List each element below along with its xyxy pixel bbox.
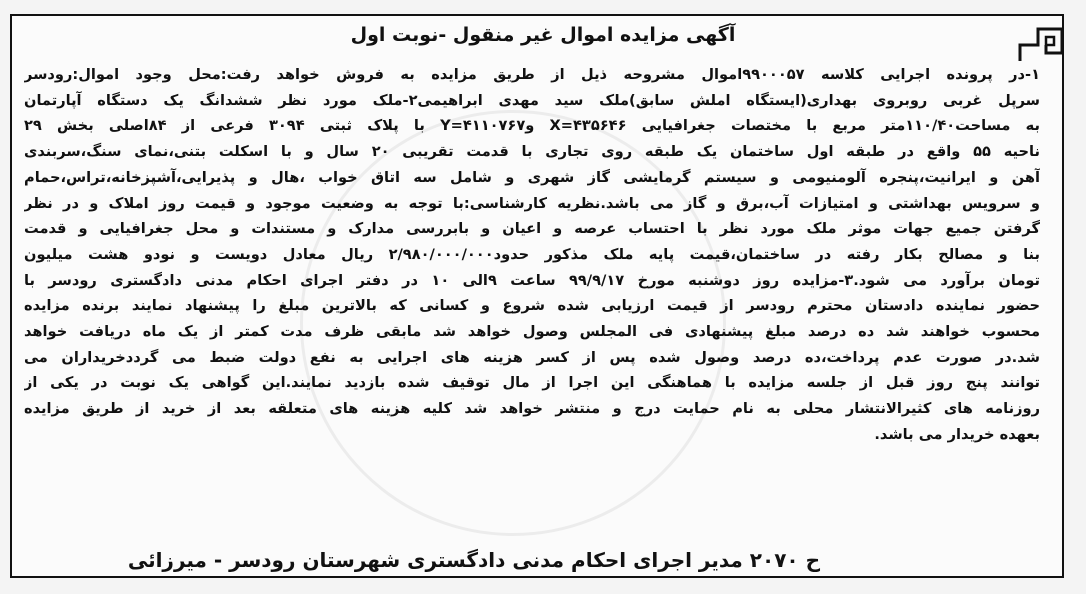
body-line: ۱-در پرونده اجرایی کلاسه ۹۹۰۰۰۵۷اموال مشروحه ذیل از طریق مزایده به فروش خواهد رفت:محل وجود اموال:رودسر [24,66,1040,83]
body-line: به مساحت۱۱۰/۴۰متر مربع با مختصات جغرافیایی X=۴۳۵۶۴۶ وY=۴۱۱۰۷۶۷ با پلاک ثبتی ۳۰۹۴ فرعی از ۸۴اصلی بخش ۲۹ [24,117,1040,135]
body-line: و سرویس بهداشتی و امتیازات آب،برق و گاز می باشد.نظریه کارشناسی:با توجه به وضعیت موجود و قیمت روز املاک و در نظر [24,194,1040,212]
body-line: آهن و ایرانیت،پنجره آلومنیومی و سیستم گرمایشی گاز شهری و شامل سه اتاق خواب ،هال و پذیرایی،آشپزخانه،تراس،حمام [24,168,1040,186]
body-line: بعهده خریدار می باشد. [874,425,1040,443]
body-line: گرفتن جمیع جهات موثر ملک مورد نظر با احتساب عرصه و اعیان و بابررسی مدارک و مستندات و محل جغرافیایی و قدمت [24,220,1040,238]
notice-title: آگهی مزایده اموال غیر منقول -نوبت اول [350,24,736,46]
notice-footer-signature: ح ۲۰۷۰ مدیر اجرای احکام مدنی دادگستری شهرستان رودسر - میرزائی [127,548,820,572]
body-line: محسوب خواهند شد ده درصد مبلغ پیشنهادی فی المجلس وصول خواهد شد مابقی ظرف مدت کمتر از یک ماه دریافت خواهد [24,323,1040,341]
body-line: ناحیه ۵۵ واقع در طبقه اول ساختمان یک طبقه روی تجاری با قدمت تقریبی ۲۰ سال و با اسکلت بتنی،نمای سنگ،سربندی [24,143,1040,161]
body-line: بنا و مصالح بکار رفته در ساختمان،قیمت پایه ملک مذکور حدود۲/۹۸۰/۰۰۰/۰۰۰ ریال معادل دویست و نودو هشت میلیون [24,245,1040,263]
body-line: شد.در صورت عدم پرداخت،ده درصد وصول شده پس از کسر هزینه های اجرایی به نفع دولت ضبط می گرددخریداران می [24,348,1040,366]
body-line: حضور نماینده دادستان محترم رودسر از قیمت ارزیابی شده شروع و کسانی که بالاترین مبلغ را پیشنهاد نمایند برنده مزایده [24,297,1040,315]
body-line: توانند پنج روز قبل از جلسه مزایده با هماهنگی این اجرا از مال توقیف شده بازدید نمایند.این گواهی یک نوبت در یکی از [24,374,1040,392]
body-line: روزنامه های کثیرالانتشار محلی به نام حمایت درج و منتشر خواهد شد کلیه هزینه های متعلقه بعد از خرید از طریق مزایده [24,400,1040,418]
notice-body [24,62,1040,448]
body-line: تومان برآورد می شود.۳-مزایده روز دوشنبه مورخ ۹۹/۹/۱۷ ساعت ۹الی ۱۰ در دفتر اجرای احکام مدنی دادگستری رودسر با [24,271,1040,289]
body-line: سرپل غربی روبروی بهداری(ایستگاه املش سابق)ملک سید مهدی ابراهیمی۲-ملک مورد نظر ششدانگ یک دستگاه آپارتمان [24,91,1040,109]
